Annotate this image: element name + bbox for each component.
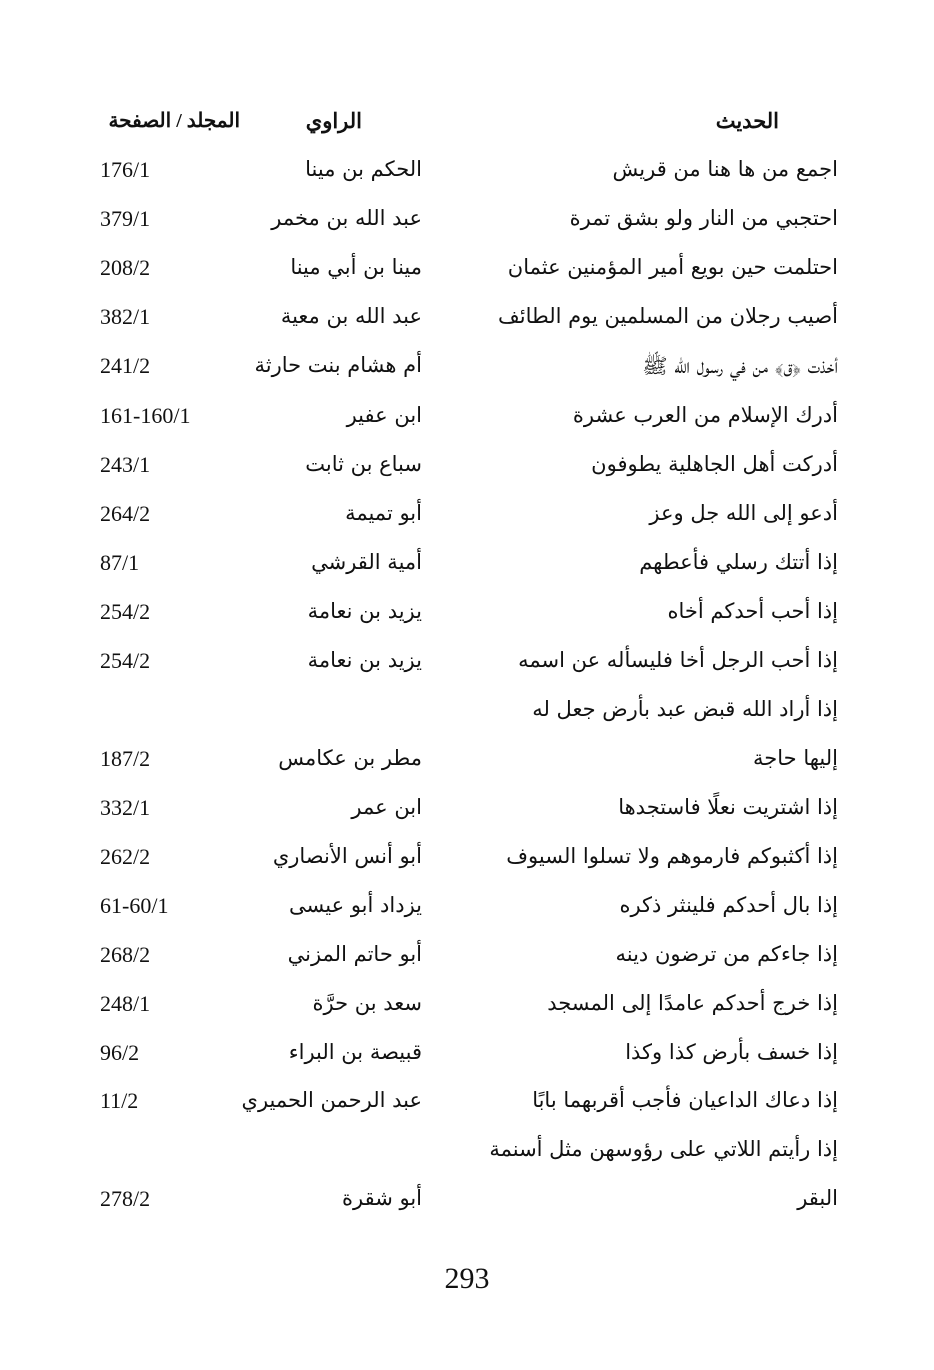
narrator: عبد الرحمن الحميري (241, 1088, 422, 1112)
hadith-text: أدرك الإسلام من العرب عشرة (572, 403, 838, 427)
volume-page: 248/1 (100, 991, 151, 1016)
hadith-text: إذا أكثبوكم فارموهم ولا تسلوا السيوف (506, 844, 838, 868)
hadith-text: أخذت ﴿ق﴾ من في رسول الله ﷺ (642, 354, 838, 378)
volume-page: 96/2 (100, 1040, 140, 1065)
hadith-text: إذا خرج أحدكم عامدًا إلى المسجد (547, 991, 838, 1015)
volume-page: 243/1 (100, 452, 151, 477)
header-ref: المجلد / الصفحة (108, 110, 240, 132)
narrator: أبو تميمة (345, 501, 422, 525)
hadith-text: إذا دعاك الداعيان فأجب أقربهما بابًا (532, 1088, 838, 1112)
narrator: سعد بن حرَّة (312, 991, 422, 1015)
narrator: أم هشام بنت حارثة (254, 353, 422, 377)
table-row (0, 255, 934, 295)
table-row (0, 353, 934, 393)
volume-page: 254/2 (100, 599, 151, 624)
table-row (0, 1137, 934, 1177)
hadith-text: إذا أتتك رسلي فأعطهم (639, 550, 838, 574)
hadith-text: احتجبي من النار ولو بشق تمرة (569, 206, 838, 230)
narrator: يزيد بن نعامة (307, 648, 422, 672)
narrator: يزيد بن نعامة (307, 599, 422, 623)
hadith-text: إذا أحب أحدكم أخاه (667, 599, 838, 623)
narrator: سباع بن ثابت (305, 452, 422, 476)
narrator: يزداد أبو عيسى (289, 893, 422, 917)
table-row (0, 403, 934, 443)
table-row (0, 648, 934, 688)
table-row (0, 501, 934, 541)
volume-page: 176/1 (100, 157, 151, 182)
narrator: ابن عفير (346, 403, 422, 427)
table-row (0, 157, 934, 197)
hadith-text: أدعو إلى الله جل وعز (649, 501, 838, 525)
volume-page: 254/2 (100, 648, 151, 673)
table-row (0, 304, 934, 344)
table-row (0, 550, 934, 590)
hadith-text: إذا أراد الله قبض عبد بأرض جعل له (532, 697, 838, 721)
hadith-text: اجمع من ها هنا من قريش (612, 157, 838, 181)
volume-page: 208/2 (100, 255, 151, 280)
volume-page: 161-160/1 (100, 403, 191, 428)
table-row (0, 844, 934, 884)
volume-page: 332/1 (100, 795, 151, 820)
hadith-text: أدركت أهل الجاهلية يطوفون (591, 452, 838, 476)
hadith-text: إذا رأيتم اللاتي على رؤوسهن مثل أسنمة (489, 1137, 838, 1161)
narrator: أبو أنس الأنصاري (272, 844, 422, 868)
header-hadith: الحديث (715, 108, 779, 133)
hadith-text: البقر (797, 1186, 838, 1210)
table-row (0, 452, 934, 492)
header-rawi: الراوي (305, 108, 362, 133)
volume-page: 268/2 (100, 942, 151, 967)
hadith-text: إذا خسف بأرض كذا وكذا (625, 1040, 838, 1064)
table-row (0, 746, 934, 786)
narrator: مطر بن عكامس (278, 746, 422, 770)
narrator: أمية القرشي (311, 550, 422, 574)
hadith-text: إليها حاجة (753, 746, 838, 770)
hadith-text: إذا أحب الرجل أخا فليسأله عن اسمه (518, 648, 838, 672)
narrator: أبو شقرة (341, 1186, 422, 1210)
hadith-text: إذا جاءكم من ترضون دينه (615, 942, 838, 966)
narrator: مينا بن أبي مينا (290, 255, 422, 279)
hadith-text: إذا اشتريت نعلًا فاستجدها (618, 795, 838, 819)
hadith-text: أصيب رجلان من المسلمين يوم الطائف (498, 304, 838, 328)
volume-page: 379/1 (100, 206, 151, 231)
hadith-text: إذا بال أحدكم فلينثر ذكره (619, 893, 838, 917)
table-row (0, 795, 934, 835)
volume-page: 187/2 (100, 746, 151, 771)
volume-page: 241/2 (100, 353, 151, 378)
table-row (0, 942, 934, 982)
narrator: عبد الله بن معية (280, 304, 422, 328)
table-header (0, 108, 934, 138)
narrator: الحكم بن مينا (305, 157, 422, 181)
narrator: عبد الله بن مخمر (271, 206, 422, 230)
volume-page: 382/1 (100, 304, 151, 329)
volume-page: 278/2 (100, 1186, 151, 1211)
narrator: ابن عمر (351, 795, 422, 819)
narrator: قبيصة بن البراء (288, 1040, 422, 1064)
volume-page: 264/2 (100, 501, 151, 526)
table-row (0, 697, 934, 737)
table-row (0, 1088, 934, 1128)
table-row (0, 599, 934, 639)
volume-page: 11/2 (100, 1088, 139, 1113)
table-row (0, 1186, 934, 1226)
page-number: 293 (444, 1262, 490, 1295)
table-row (0, 1040, 934, 1080)
hadith-text: احتلمت حين بويع أمير المؤمنين عثمان (507, 255, 838, 279)
volume-page: 87/1 (100, 550, 140, 575)
volume-page: 262/2 (100, 844, 151, 869)
table-row (0, 206, 934, 246)
volume-page: 61-60/1 (100, 893, 169, 918)
table-row (0, 893, 934, 933)
table-row (0, 991, 934, 1031)
narrator: أبو حاتم المزني (287, 942, 422, 966)
